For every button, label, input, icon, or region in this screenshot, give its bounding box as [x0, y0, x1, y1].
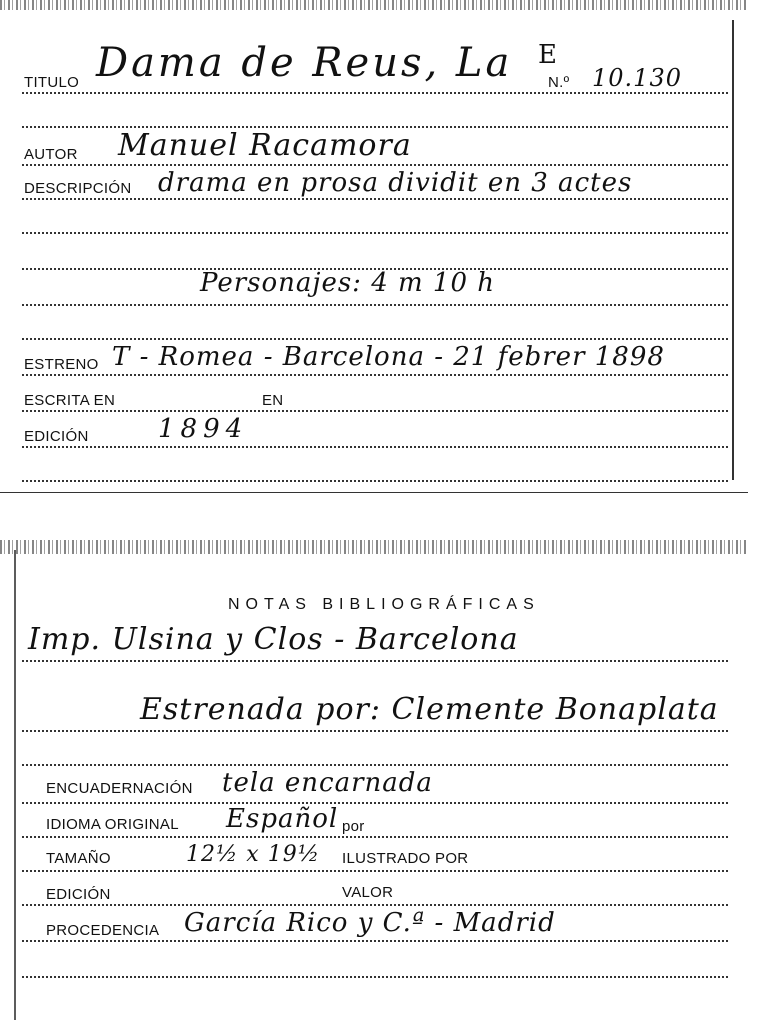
personajes-note: Personajes: 4 m 10 h: [200, 268, 496, 298]
card-bottom-edge: [0, 492, 748, 493]
descripcion-label: DESCRIPCIÓN: [24, 180, 132, 197]
ruled-line: [22, 232, 728, 234]
card-right-border: [732, 20, 734, 480]
encuadernacion-label: ENCUADERNACIÓN: [46, 780, 193, 797]
descripcion-value: drama en prosa dividit en 3 actes: [158, 168, 633, 198]
ruled-line: [22, 164, 728, 166]
ilustrado-label: ILUSTRADO POR: [342, 850, 469, 867]
ruled-line: [22, 904, 728, 906]
ruled-line: [22, 92, 728, 94]
card-left-border: [14, 550, 16, 1020]
card-torn-edge: [0, 540, 748, 554]
procedencia-label: PROCEDENCIA: [46, 922, 160, 939]
idioma-value: Español: [226, 804, 339, 834]
catalog-card-bottom: [0, 540, 748, 1028]
edicion-label: EDICIÓN: [24, 428, 89, 445]
ruled-line: [22, 940, 728, 942]
tamano-label: TAMAÑO: [46, 850, 111, 867]
ruled-line: [22, 446, 728, 448]
autor-value: Manuel Racamora: [118, 128, 412, 163]
por-label: por: [342, 818, 365, 835]
autor-label: AUTOR: [24, 146, 78, 163]
tamano-value: 12½ x 19½: [186, 842, 321, 867]
section-title: NOTAS BIBLIOGRÁFICAS: [228, 596, 540, 613]
ruled-line: [22, 410, 728, 412]
ruled-line: [22, 836, 728, 838]
titulo-label: TITULO: [24, 74, 80, 91]
ruled-line: [22, 802, 728, 804]
ruled-line: [22, 660, 728, 662]
nota-line-1: Imp. Ulsina y Clos - Barcelona: [28, 622, 519, 657]
ruled-line: [22, 870, 728, 872]
ruled-line: [22, 198, 728, 200]
ruled-line: [22, 730, 728, 732]
ruled-line: [22, 764, 728, 766]
escrita-label: ESCRITA EN: [24, 392, 116, 409]
valor-label: VALOR: [342, 884, 394, 901]
card-torn-edge: [0, 0, 748, 10]
encuadernacion-value: tela encarnada: [222, 768, 433, 798]
ruled-line: [22, 976, 728, 978]
edicion-label-bottom: EDICIÓN: [46, 886, 111, 903]
estreno-value: T - Romea - Barcelona - 21 febrer 1898: [112, 342, 665, 372]
idioma-label: IDIOMA ORIGINAL: [46, 816, 179, 833]
ruled-line: [22, 374, 728, 376]
nota-line-2: Estrenada por: Clemente Bonaplata: [140, 692, 719, 727]
titulo-value: Dama de Reus, La: [96, 40, 513, 86]
en-label: EN: [262, 392, 284, 409]
numero-label: N.º: [548, 74, 570, 91]
procedencia-value: García Rico y C.ª - Madrid: [184, 908, 556, 938]
catalog-card-top: [0, 0, 748, 492]
edicion-value: 1894: [158, 414, 249, 444]
ruled-line: [22, 304, 728, 306]
ruled-line: [22, 338, 728, 340]
numero-value: 10.130: [592, 64, 682, 92]
ruled-line: [22, 480, 728, 482]
estreno-label: ESTRENO: [24, 356, 99, 373]
letter-mark: E: [538, 40, 558, 70]
